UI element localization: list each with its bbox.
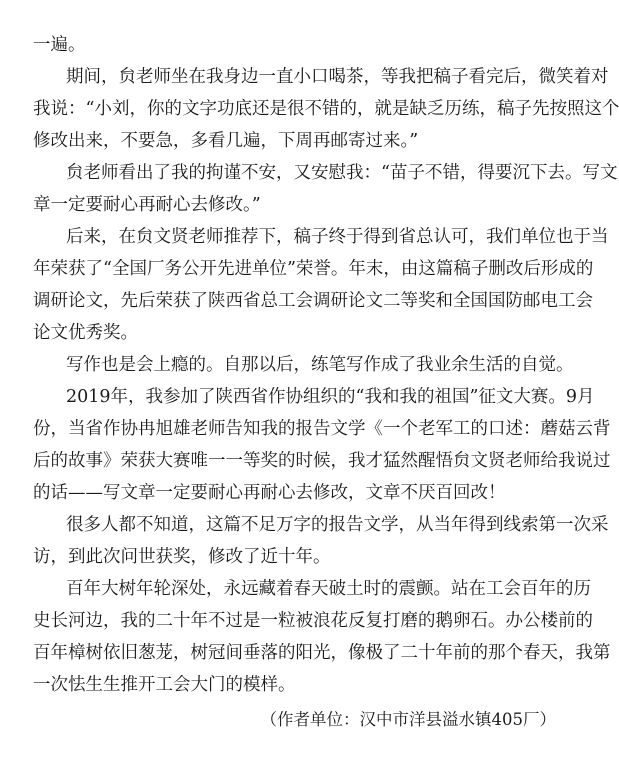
text-line: 期间，贠老师坐在我身边一直小口喝茶，等我把稿子看完后，微笑着对 bbox=[66, 67, 609, 87]
author-affiliation: （作者单位：汉中市洋县溢水镇405厂） bbox=[260, 710, 556, 729]
text-line: 我说：“小刘，你的文字功底还是很不错的，就是缺乏历练，稿子先按照这个 bbox=[33, 99, 619, 119]
text-line: 调研论文，先后荣获了陕西省总工会调研论文二等奖和全国国防邮电工会 bbox=[33, 291, 593, 311]
text-line: 后的故事》荣获大赛唯一一等奖的时候，我才猛然醒悟贠文贤老师给我说过 bbox=[33, 451, 611, 471]
text-line: 修改出来，不要急，多看几遍，下周再邮寄过来。” bbox=[33, 131, 419, 151]
text-line: 百年大树年轮深处，永远藏着春天破土时的震颤。站在工会百年的历 bbox=[66, 579, 591, 599]
text-line: 访，到此次问世获奖，修改了近十年。 bbox=[33, 547, 331, 567]
text-line: 史长河边，我的二十年不过是一粒被浪花反复打磨的鹅卵石。办公楼前的 bbox=[33, 611, 593, 631]
text-line: 年荣获了“全国厂务公开先进单位”荣誉。年末，由这篇稿子删改后形成的 bbox=[33, 259, 594, 279]
text-line: 论文优秀奖。 bbox=[33, 323, 138, 343]
text-line: 一遍。 bbox=[33, 35, 86, 55]
text-line: 很多人都不知道，这篇不足万字的报告文学，从当年得到线索第一次采 bbox=[66, 515, 609, 535]
text-line: 章一定要耐心再耐心去修改。” bbox=[33, 195, 261, 215]
text-line: 一次怯生生推开工会大门的模样。 bbox=[33, 675, 296, 695]
text-line: 2019年，我参加了陕西省作协组织的“我和我的祖国”征文大赛。9月 bbox=[66, 387, 595, 407]
text-line: 写作也是会上瘾的。自那以后，练笔写作成了我业余生活的自觉。 bbox=[66, 355, 574, 375]
text-line: 后来，在贠文贤老师推荐下，稿子终于得到省总认可，我们单位也于当 bbox=[66, 227, 609, 247]
text-line: 贠老师看出了我的拘谨不安，又安慰我：“苗子不错，得要沉下去。写文 bbox=[66, 163, 618, 183]
text-line: 的话——写文章一定要耐心再耐心去修改，文章不厌百回改！ bbox=[33, 483, 506, 503]
text-line: 百年樟树依旧葱茏，树冠间垂落的阳光，像极了二十年前的那个春天，我第 bbox=[33, 643, 611, 663]
article-body bbox=[33, 29, 619, 701]
text-line: 份，当省作协冉旭雄老师告知我的报告文学《一个老军工的口述：蘑菇云背 bbox=[33, 419, 611, 439]
